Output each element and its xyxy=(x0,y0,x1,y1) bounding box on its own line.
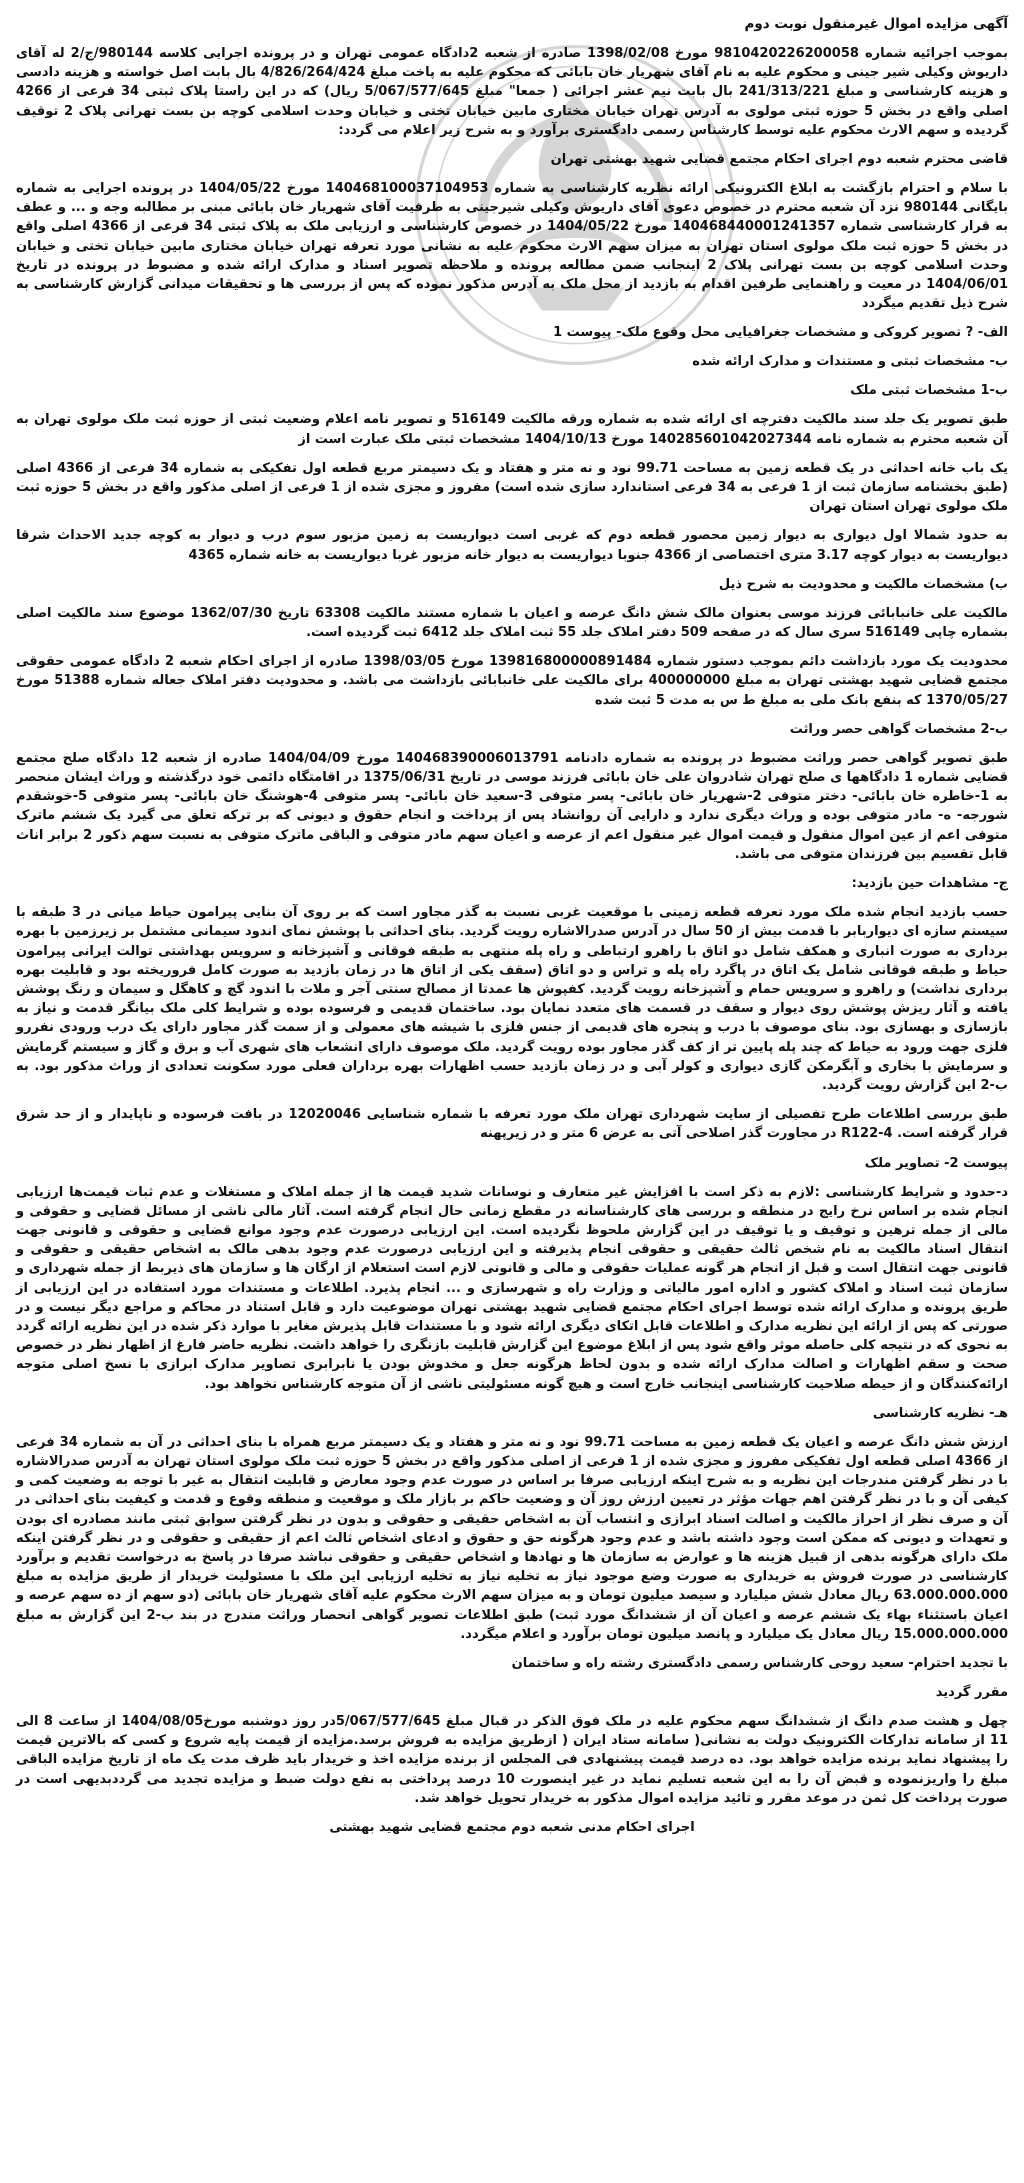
be1-paragraph-1: طبق تصویر یک جلد سند مالکیت دفترچه ای ارائه شده به شماره ورقه مالکیت 516149 و تصویر نامه اعلام وضعیت ثبتی از حوزه ثبت ملک مولوی تهران به آن شعبه محترم به شماره نامه 140285601042027344 مورخ 1404/10/13 مشخصات ثبتی ملک عبارت است از xyxy=(16,412,1008,447)
be1-paragraph-2: یک باب خانه احداثی در یک قطعه زمین به مساحت 99.71 نود و نه متر و هفتاد و یک دسیمتر مربع قطعه اول تفکیکی به شماره 34 فرعی از 4366 اصلی (طبق بخشنامه سازمان ثبت از 1 فرعی به 34 فرعی استاندارد سازی شده است) مفروز و مجزی شده از 1 فرعی از اصلی مذکور واقع در بخش 5 حوزه ثبت ملک مولوی تهران استان تهران xyxy=(16,460,1008,515)
pictures-reference: پیوست 2- تصاویر ملک xyxy=(864,1155,1008,1171)
section-he-heading: هـ- نظریه کارشناسی xyxy=(872,1405,1008,1421)
section-ownership-heading: ب) مشخصات مالکیت و محدودیت به شرح ذیل xyxy=(718,576,1008,592)
greeting-paragraph: با سلام و احترام بازگشت به ابلاغ الکترونیکی ارائه نظریه کارشناسی به شماره 140468100037104953 مورخ 1404/05/22 در پرونده اجرایی به شماره بایگانی 980144 نزد آن شعبه محترم در خصوص دعوی آقای داریوش وکیلی شیرجینی به طرفیت آقای شهریار خان بابائی مبنی بر مطالبه وجه و ... و عطف به قرار کارشناسی شماره 140468440001241357 مورخ 1404/05/22 در خصوص کارشناسی و ارزیابی ملک به پلاک ثبتی 34 فرعی از 4366 اصلی واقع در بخش 5 حوزه ثبت ملک مولوی استان تهران به میزان سهم الارث محکوم علیه به نشانی مورد تعرفه تهران خیابان مختاری مابین خیابان تختی و خیابان وحدت اسلامی کوچه بن بست تهرانی پلاک 2 اینجانب ضمن مطالعه پرونده و ملاحظه تصویر اسناد و مدارک ارائه شده و مضبوط در پرونده در تاریخ 1404/06/01 در معیت و راهنمایی طرفین اقدام به بازدید از محل ملک به آدرس مذکور نموده که پس از بررسی ها و تحقیقات میدانی گزارش کارشناسی به شرح ذیل تقدیم میگردد xyxy=(16,181,1009,312)
be1-paragraph-3: به حدود شمالا اول دیواری به دیوار زمین محصور قطعه دوم که غربی است دیواریست به زمین مزبور سوم درب و دیوار به کوچه جدید الاحداث شرقا دیواریست به دیوار کوچه 3.17 متری اختصاصی از 4366 جنوبا دیواریست به دیوار خانه مزبور غربا دیواریست به خانه شماره 4365 xyxy=(16,528,1008,563)
conditions-paragraph: د-حدود و شرایط کارشناسی :لازم به ذکر است با افزایش غیر متعارف و نوسانات شدید قیمت ها از جمله املاک و مستغلات و عدم ثبات قیمت‌ها ارزیابی انجام شده بر اساس نرخ رایج در منطقه و بررسی های کارشناسانه در مقطع زمانی حال انجام گرفته است. آثار مالی ناشی از مسائل قضایی و حقوقی و مالی از جمله ترهین و توقیف و یا توقیف در این گزارش ملحوظ نگردیده است. این ارزیابی درصورت عدم وجود موانع قضایی و حقوقی و قانونی جهت انتقال اسناد مالکیت به نام شخص ثالث حقیقی و حقوقی انجام پذیرفته و این ارزیابی درصورت عدم وجود بدهی مالک به اشخاص حقیقی و حقوقی و قانونی جهت انتقال است و قبل از انجام هر گونه عملیات حقوقی و مالی و قانونی لازم است استعلام از ارگان ها و سازمان های ذیربط از جمله شهرداری و سازمان ثبت اسناد و املاک کشور و اداره امور مالیاتی و وزارت راه و شهرسازی و ... انجام پذیرد. اطلاعات و مستندات مورد استفاده در این ارزیابی از طریق پرونده و مدارک ارائه شده توسط اجرای احکام مجتمع قضایی شهید بهشتی تهران موضوعیت دارد و قابل استناد در محاکم و مراجع دیگر نیست و در صورتی که پس از ارائه این نظریه مدارک و اطلاعات قابل اتکای دیگری ارائه شود و با مستندات قابل پذیرش مغایر با موارد ذکر شده در این نظریه ارائه گردد به نحوی که در نتیجه کلی حاصله موثر واقع شود پس از ابلاغ موضوع این گزارش قابلیت بازنگری را خواهد داشت. نظریه حاضر فارغ از اظهار نظر در خصوص صحت و سقم اظهارات و اصالت مدارک ارائه شده و بدون لحاظ هرگونه جعل و مخدوش بودن یا نابرابری تصاویر مدارک ابرازی با نسخ اصلی متوجه ارائه‌کنندگان و از حیطه صلاحیت کارشناسی اینجانب خارج است و هیچ گونه مسئولیتی ناشی از آن متوجه کارشناس نخواهد بود. xyxy=(16,1184,1008,1392)
section-be-heading: ب- مشخصات ثبتی و مستندات و مدارک ارائه شده xyxy=(692,354,1008,370)
section-be2-heading: ب-2 مشخصات گواهی حصر وراثت xyxy=(789,721,1008,737)
addressee-line: قاضی محترم شعبه دوم اجرای احکام مجتمع قضایی شهید بهشتی تهران xyxy=(550,152,1008,168)
ruling-heading: مقرر گردید xyxy=(935,1685,1008,1700)
zoning-paragraph: طبق بررسی اطلاعات طرح تفصیلی از سایت شهرداری تهران ملک مورد تعرفه با شماره شناسایی 12020046 در بافت فرسوده و ناپایدار و از حد شرق قرار گرفته است. R122-4 در مجاورت گذر اصلاحی آتی به عرض 6 متر و در زیرپهنه xyxy=(16,1107,1008,1142)
closing-line: با تجدید احترام- سعید روحی کارشناس رسمی دادگستری رشته راه و ساختمان xyxy=(511,1656,1008,1671)
section-jim-heading: ج- مشاهدات حین بازدید: xyxy=(851,876,1008,892)
intro-paragraph: بموجب اجرائیه شماره 9810420226200058 مورخ 1398/02/08 صادره از شعبه 2دادگاه عمومی تهران و در پرونده اجرایی کلاسه 980144/ج/2 له آقای داریوش وکیلی شیر جینی و محکوم علیه به نام آقای شهریار خان بابائی که محکوم علیه به پاخت مبلغ 4/826/264/424 بال بابت اصل خواسته و هزینه دادسی و هزینه کارشناسی و مبلغ 241/313/221 بال بابت نیم عشر اجرائی ( جمعا" مبلغ 5/067/577/645 ریال) که در این راستا پلاک ثبتی 34 فرعی از 4266 اصلی واقع در بخش 5 حوزه ثبتی مولوی به آدرس تهران خیابان مختاری مابین خیابان تختی و خیابان وحدت اسلامی کوچه بن بست تهرانی پلاک 2 توقیف گردیده و سهم الارث محکوم علیه توسط کارشناس رسمی دادگستری برآورد و به شرح زیر اعلام می گردد: xyxy=(16,46,1009,138)
restriction-paragraph: محدودیت یک مورد بازداشت دائم بموجب دستور شماره 139816800000891484 مورخ 1398/03/05 صادره از اجرای احکام شعبه 2 دادگاه عمومی حقوقی مجتمع قضایی شهید بهشتی تهران به مبلغ 400000000 برای مالکیت علی خانبابائی بازداشت می باشد. و محدودیت دفتر املاک جعاله شماره 51388 مورخ 1370/05/27 که بنفع بانک ملی به مبلغ ط س به مدت 5 ثبت شده xyxy=(16,654,1009,708)
signature-line: اجرای احکام مدنی شعبه دوم مجتمع قضایی شهید بهشتی xyxy=(329,1820,695,1836)
observations-paragraph: حسب بازدید انجام شده ملک مورد تعرفه قطعه زمینی با موقعیت غربی نسبت به گذر مجاور است که بر روی آن بنایی پیرامون حیاط میانی در 3 طبقه با سیستم سازه ای دیواربابر با قدمت بیش از 50 سال در آدرس صدرالاشاره رویت گردید. بنای احداثی با پوشش نمای اندود سیمانی مشتمل بر زیرزمین با بهره برداری به صورت انباری و همکف شامل دو اتاق با راهرو ارتباطی و راه پله منتهی به طبقه فوقانی و آشپزخانه و سرویس بهداشتی توالت ایرانی پیرامون حیاط و طبقه فوقانی شامل یک اتاق در پاگرد راه پله و تراس و دو اتاق (سقف یکی از اتاق ها در زمان بازدید به صورت کامل فروریخته بود و قابلیت بهره برداری نداشت) و راهرو و سرویس حمام و آشپزخانه رویت گردید. کفپوش ها عمدتا از مصالح سنتی آجر و ملات با اندود گچ و کاهگل و سیمان و رنگ پوشش یافته و آثار ریزش پوشش روی دیوار و سقف در قسمت های متعدد نمایان بود. ساختمان قدیمی و فرسوده بوده و شرایط کلی ملک بیانگر قدمت و نیاز به بازسازی و بهسازی بود. بنای موصوف با درب و پنجره های قدیمی از جنس فلزی با شیشه های معمولی و از سمت گذر مجاور دارای یک درب ورودی نفررو فلزی جهت ورود به حیاط که چند پله پایین تر از کف گذر مجاور بوده رویت گردید. ملک موصوف دارای انشعاب های شهری آب و برق و گاز و سیستم گرمایش و سرمایش با بخاری و آبگرمکن گازی دیواری و کولر آبی و در زمان بازدید حسب اظهارات بهره برداران فعلی مورد سکونت تعدادی از وراث مذکور بود. به ب-2 این گزارش رویت گردید. xyxy=(16,905,1008,1093)
ruling-paragraph: چهل و هشت صدم دانگ از ششدانگ سهم محکوم علیه در ملک فوق الذکر در قبال مبلغ 5/067/577/645در روز دوشنبه مورخ1404/08/05 از ساعت 8 الی 11 از سامانه تدارکات الکترونیک دولت به نشانی( سامانه ستاد ایران ( ازطریق مزایده به فروش برسد.مزایده از قیمت پایه شروع و کسی که بالاترین قیمت را پیشنهاد نماید برنده مزایده خواهد بود. ده درصد قیمت پیشنهادی فی المجلس از برنده مزایده اخذ و خریدار باید ظرف مدت یک ماه از تاریخ مزایده الباقی مبلغ را واریزنموده و قبض آن را به این شعبه تسلیم نماید در غیر اینصورت 10 درصد پرداختی به نفع دولت ضبط و مزایده تجدید می گرددبدیهی است در صورت پرداخت کل ثمن در موعد مقرر و تائید مزایده اموال مذکور به خریدار تحویل خواهد شد. xyxy=(16,1714,1009,1806)
section-be1-heading: ب-1 مشخصات ثبتی ملک xyxy=(850,383,1008,399)
inheritance-paragraph: طبق تصویر گواهی حصر وراثت مضبوط در پرونده به شماره دادنامه 140468390006013791 مورخ 1404/04/09 صادره از شعبه 12 دادگاه صلح مجتمع قضایی شماره 1 دادگاهها ی صلح تهران شادروان علی خان بابائی فرزند موسی در تاریخ 1375/06/31 در اقامتگاه دائمی خود درگذشته و وراث ایشان منحصر به 1-خاطره خان بابائی- دختر متوفی 2-شهریار خان بابائی- پسر متوفی 3-سعید خان بابائی- پسر متوفی 4-هوشنگ خان بابائی- پسر متوفی 5-خوشقدم شورجه- ه- مادر متوفی بوده و وراث دیگری ندارد و دارایی آن روانشاد پس از پرداخت و انجام حقوق و دیونی که بر ترکه تعلق می گیرد یک ششم ماترک متوفی اعم از عین اموال منقول و قیمت اموال غیر منقول اعم از عرصه و اعیان سهم مادر متوفی و الباقی ماترک متوفی به نسبت سهم ذکور 2 برابر اناث قابل تقسیم بین فرزندان متوفی می باشد. xyxy=(16,750,1008,862)
ownership-paragraph: مالکیت علی خانبابائی فرزند موسی بعنوان مالک شش دانگ عرصه و اعیان با شماره مستند مالکیت 63308 تاریخ 1362/07/30 موضوع سند مالکیت اصلی بشماره چاپی 516149 سری سال که در صفحه 509 دفتر املاک جلد 55 ثبت املاک جلد 6412 ثبت گردیده است. xyxy=(16,605,1008,641)
expert-opinion-paragraph: ارزش شش دانگ عرصه و اعیان یک قطعه زمین به مساحت 99.71 نود و نه متر و هفتاد و یک دسیمتر مربع همراه با بنای احداثی در آن به شماره 34 فرعی از 4366 اصلی قطعه اول تفکیکی مفروز و مجزی شده از 1 فرعی از اصلی مذکور واقع در بخش 5 حوزه ثبت ملک مولوی استان تهران به آدرس صدرالاشاره با در نظر گرفتن مندرجات این نظریه و به شرح اینکه ارزیابی صرفا بر اساس در صورت عدم وجود معارض و قابلیت انتقال به غیر با توجه به وضعیت کمی و کیفی آن و با در نظر گرفتن اهم جهات مؤثر در تعیین ارزش روز آن و وضعیت حاکم بر بازار ملک و موقعیت و منطقه وقوع و قدمت و کیفیت بنای احداثی در آن و صرف نظر از احراز مالکیت و اصالت اسناد ابرازی و انتساب آن به اشخاص حقیقی و حقوقی و بدون در نظر گرفتن سوابق ثبتی مانند مصادره ای بودن و تعهدات و دیونی که ممکن است وجود داشته باشد و عدم وجود هرگونه حق و حقوق و ادعای اشخاص ثالث اعم از حقیقی و حقوقی و در نظر گرفتن اینکه ملک دارای هرگونه بدهی از قبیل هزینه ها و عوارض به سازمان ها و نهادها و اشخاص حقیقی و حقوقی نباشد صرفا در پاسخ به درخواست تقدیم و برآورد کارشناسی در صورت فروش به خریداری به صورت وضع موجود نیاز به تخلیه نیاز به تخلیه ارزیابی این ملک با مسئولیت خریدار از طریق مزایده به مبلغ 63.000.000.000 ریال معادل شش میلیارد و سیصد میلیون تومان و به میزان سهم الارث محکوم علیه آقای شهریار خان بابائی (دو سهم از ده سهم عرصه و اعیان باستثناء بهاء یک ششم عرصه و اعیان آن از ششدانگ مورد ثبت) طبق اطلاعات تصویر گواهی انحصار وراثت مندرج در بند ب-2 این گزارش به مبلغ 15.000.000.000 ریال معادل یک میلیارد و پانصد میلیون تومان برآورد و اعلام میگردد. xyxy=(16,1434,1008,1642)
notice-title: آگهی مزایده اموال غیرمنقول نوبت دوم xyxy=(744,16,1008,32)
section-alef-heading: الف- ? تصویر کروکی و مشخصات جغرافیایی محل وقوع ملک- پیوست 1 xyxy=(553,325,1008,341)
